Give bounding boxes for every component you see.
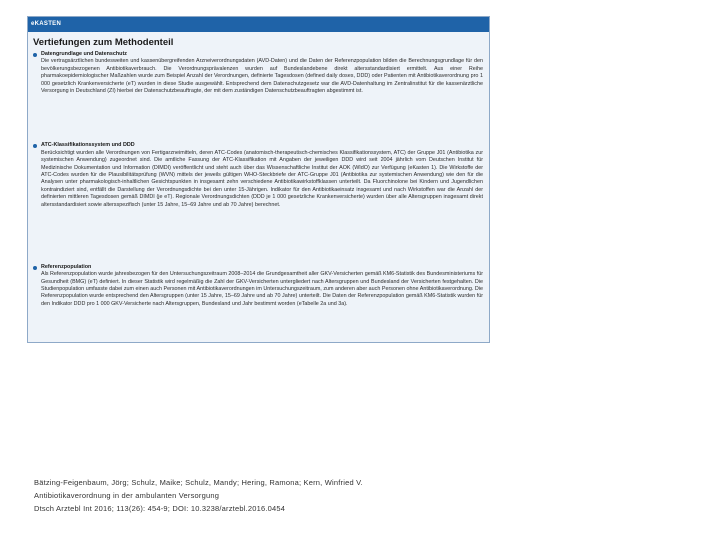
box-title: Vertiefungen zum Methodenteil [33,37,174,48]
bullet-icon [33,266,37,270]
bullet-icon [33,53,37,57]
citation-title: Antibiotikaverordnung in der ambulanten Versorgung [34,491,220,500]
section-text: Berücksichtigt wurden alle Verordnungen von Fertigarzneimitteln, deren ATC-Codes (anatomisch-therapeutisch-chemisches Klassifikationssystem, ATC) der Gruppe J01 (Antibiotika zur systemischen Anwendung) zugeordnet sind. Die amtliche Fassung der ATC-Klassifikation mit Angaben der jeweiligen DDD wird seit 2004 jährlich vom Deutschen Institut für Medizinische Dokumentation und Information (DIMDI) veröffentlicht und steht auch über das Wissenschaftliche Institut der AOK (WIdO) zur Verfügung (eKasten 1). Die Wirkstoffe der ATC-Codes wurden für die Plausibilitätsprüfung (WVN) mittels der jeweils gültigen WHO-Steckbriefe der ATC-Gruppe J01 (Antibiotika zur systemischen Anwendung) wie den für die Analysen unter pharmakologisch-inhaltlichen Gesichtspunkten in insgesamt zehn verschiedene Antibiotikawirkstoffklassen unterteilt. Da Fluorchinolone bei Kindern und Jugendlichen kontraindiziert sind, entfällt die Darstellung der Verordnungsdichte bei den unter 15-Jährigen. Indikator für den Antibiotikaeinsatz insgesamt und nach Wirkstoffen war die Anzahl der definierten mittleren Tagesdosen gemäß DIMDI (je eT). Regionale Verordnungsdichten (DDD je 1 000 gesetzliche Krankenversicherte) wurden über alle Altersgruppen insgesamt direkt altersstandardisiert sowie altersspezifisch (unter 15 Jahre, 15–69 Jahre und ab 70 Jahre) berechnet. [41,149,483,208]
section-body [41,150,483,261]
section-body [41,271,483,345]
section-datengrundlage [41,51,483,139]
section-heading: Datengrundlage und Datenschutz [41,51,127,57]
section-heading: ATC-Klassifikationssystem und DDD [41,142,135,149]
section-heading: Referenzpopulation [41,263,92,270]
info-box [27,16,490,343]
section-atc [41,142,483,260]
section-body [41,58,483,139]
box-header: eKASTEN [28,17,489,32]
section-text: Als Referenzpopulation wurde jahresbezogen für den Untersuchungszeitraum 2008–2014 die Grundgesamtheit aller GKV-Versicherten gemäß KM6-Statistik des Bundesministeriums für Gesundheit (BMG) (eT) definiert. In dieser Statistik wird regelmäßig die Zahl der GKV-Versicherten untergliedert nach Altersgruppen und Bundesland der Versicherten festgehalten. Die Studienpopulation umfasste dabei zum einen auch Personen mit Antibiotikaverordnungen im Untersuchungszeitraum, zum anderen aber auch Personen ohne Antibiotikaverordnung. Die Referenzpopulation wurde entsprechend den Altersgruppen (unter 15 Jahre, 15–69 Jahre und ab 70 Jahre) unterteilt. Die Daten der Referenzpopulation gemäß KM6-Statistik wurden für den Indikator DDD pro 1 000 GKV-Versicherte nach Altersgruppen, Bundesland und Jahr bestimmt worden (eTabelle 2a und 3a). [41,271,483,307]
citation-source: Dtsch Arztebl Int 2016; 113(26): 454-9; DOI: 10.3238/arztebl.2016.0454 [34,504,286,513]
citation [34,476,694,515]
section-text: Die vertragsärztlichen bundesweiten und kassenübergreifenden Arzneiverordnungsdaten (AVD-Daten) und die Daten der Referenzpopulation bilden die Berechnungsgrundlage für den bevölkerungsbezogenen Antibiotikaverbrauch. Die Verordnungsprävalenzen wurden auf Bundeslandebene direkt altersstandardisiert ermittelt. Aus einer Reihe pharmakoepidemiologischer Maßzahlen wurde zum Beispiel Anzahl der Verordnungen, definierte Tagesdosen (defined daily doses, DDD) oder Patienten mit Antibiotikaverordnung pro 1 000 gesetzlich Krankenversicherte (eT) wurden in diese Studie ausgewählt. Entsprechend dem Datenschutzgesetz war die AVD-Datenhaltung im Zentralinstitut für die kassenärztliche Versorgung in Deutschland (ZI) hierbei der Datenschutzbeauftragte, der mit dem zuständigen Datenschutzbeauftragten abgestimmt ist. [41,58,483,95]
citation-authors: Bätzing-Feigenbaum, Jörg; Schulz, Maike; Schulz, Mandy; Hering, Ramona; Kern, Winfried V. [34,478,363,487]
bullet-icon [33,144,37,148]
section-referenzpopulation [41,264,483,345]
